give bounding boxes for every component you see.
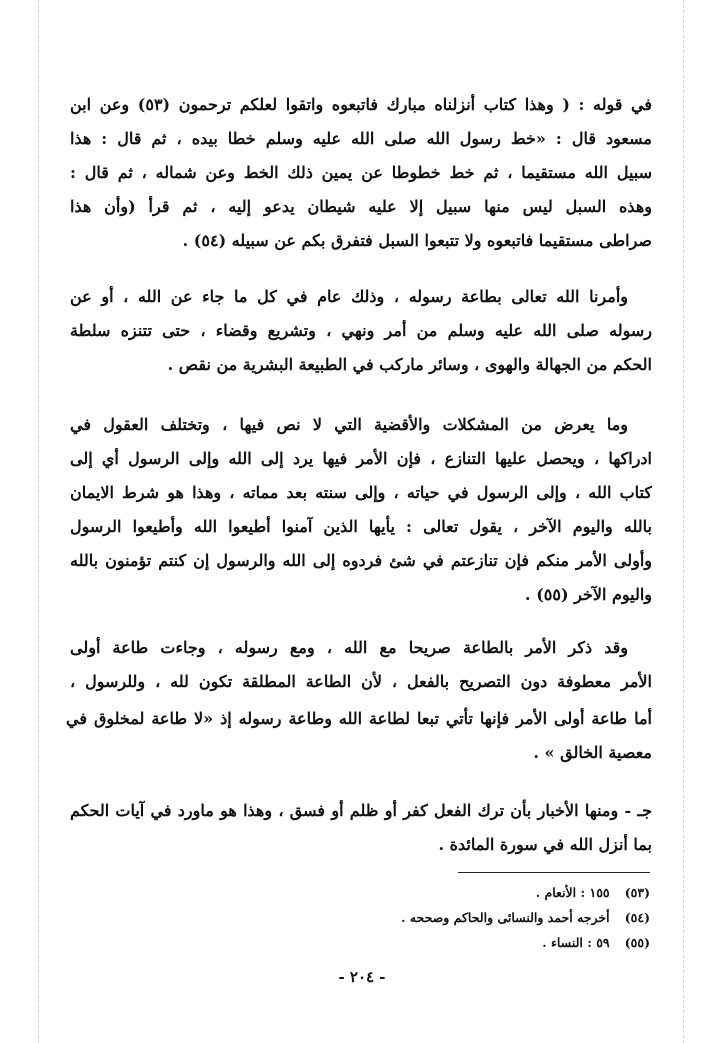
paragraph-line: واليوم الآخر (٥٥) . [525,585,652,604]
paragraph-4 [70,631,652,699]
paragraph-line: معصية الخالق » . [533,743,652,762]
paragraph-1 [70,88,652,258]
footnote-separator [458,872,650,873]
paragraph-line: بالله واليوم الآخر ، يقول تعالى : يأيها الذين آمنوا أطيعوا الله وأطيعوا الرسول [70,517,652,536]
page-edge-right [683,0,685,1043]
paragraph-line: صراطى مستقيما فاتبعوه ولا تتبعوا السبل فتفرق بكم عن سبيله (٥٤) . [182,231,652,250]
paragraph-line: جـ - ومنها الأخبار بأن ترك الفعل كفر أو ظلم أو فسق ، وهذا هو ماورد في آيات الحكم [70,801,652,820]
paragraph-line: وهذه السبل ليس منها سبيل إلا عليه شيطان يدعو إليه ، ثم قرأ (وأن هذا [70,197,652,216]
paragraph-line: مسعود قال : «خط رسول الله صلى الله عليه وسلم خطا بيده ، ثم قال : هذا [70,129,652,148]
footnote-text: ١٥٥ : الأنعام . [535,885,610,900]
paragraph-line: وقد ذكر الأمر بالطاعة صريحا مع الله ، ومع رسوله ، وجاءت طاعة أولى [70,638,628,657]
page-edge-left [38,0,40,1043]
paragraph-line: أما طاعة أولى الأمر فإنها تأتي تبعا لطاعة الله وطاعة رسوله إذ «لا طاعة لمخلوق في [66,709,652,728]
paragraph-line: كتاب الله ، وإلى الرسول في حياته ، وإلى سنته بعد مماته ، وهذا هو شرط الايمان [70,483,652,502]
footnote-text: أخرجه أحمد والنسائى والحاكم وصححه . [401,910,610,925]
paragraph-5 [66,702,652,770]
footnote-55 [70,930,650,955]
paragraph-line: وما يعرض من المشكلات والأقضية التي لا نص فيها ، وتختلف العقول في [70,415,628,434]
footnote-text: ٥٩ : النساء . [542,935,610,950]
paragraph-line: سبيل الله مستقيما ، ثم خط خطوطا عن يمين ذلك الخط وعن شماله ، ثم قال : [70,163,652,182]
paragraph-line: رسوله صلى الله عليه وسلم من أمر ونهي ، وتشريع وقضاء ، حتى تتنزه سلطة [70,321,652,340]
paragraph-line: ادراكها ، ويحصل عليها التنازع ، فإن الأمر فيها يرد إلى الله وإلى الرسول أي إلى [70,449,652,468]
paragraph-3 [70,408,652,612]
footnote-54 [70,905,650,930]
footnotes [70,880,650,955]
paragraph-2 [70,280,652,382]
footnote-number: (٥٣) [624,885,650,900]
paragraph-line: بما أنزل الله في سورة المائدة . [438,835,652,854]
paragraph-line: وأمرنا الله تعالى بطاعة رسوله ، وذلك عام في كل ما جاء عن الله ، أو عن [70,287,628,306]
footnote-53 [70,880,650,905]
paragraph-line: الحكم من الجهالة والهوى ، وسائر ماركب في الطبيعة البشرية من نقص . [167,355,652,374]
paragraph-line: الأمر معطوفة دون التصريح بالفعل ، لأن الطاعة المطلقة تكون لله ، وللرسول ، [70,672,652,691]
page-number: - ٢٠٤ - [338,968,386,986]
footnote-number: (٥٤) [624,910,650,925]
paragraph-6 [70,794,652,862]
paragraph-line: في قوله : ( وهذا كتاب أنزلناه مبارك فاتبعوه واتقوا لعلكم ترحمون (٥٣) وعن ابن [70,95,652,114]
paragraph-line: وأولى الأمر منكم فإن تنازعتم في شئ فردوه إلى الله والرسول إن كنتم تؤمنون بالله [70,551,652,570]
footnote-number: (٥٥) [624,935,650,950]
